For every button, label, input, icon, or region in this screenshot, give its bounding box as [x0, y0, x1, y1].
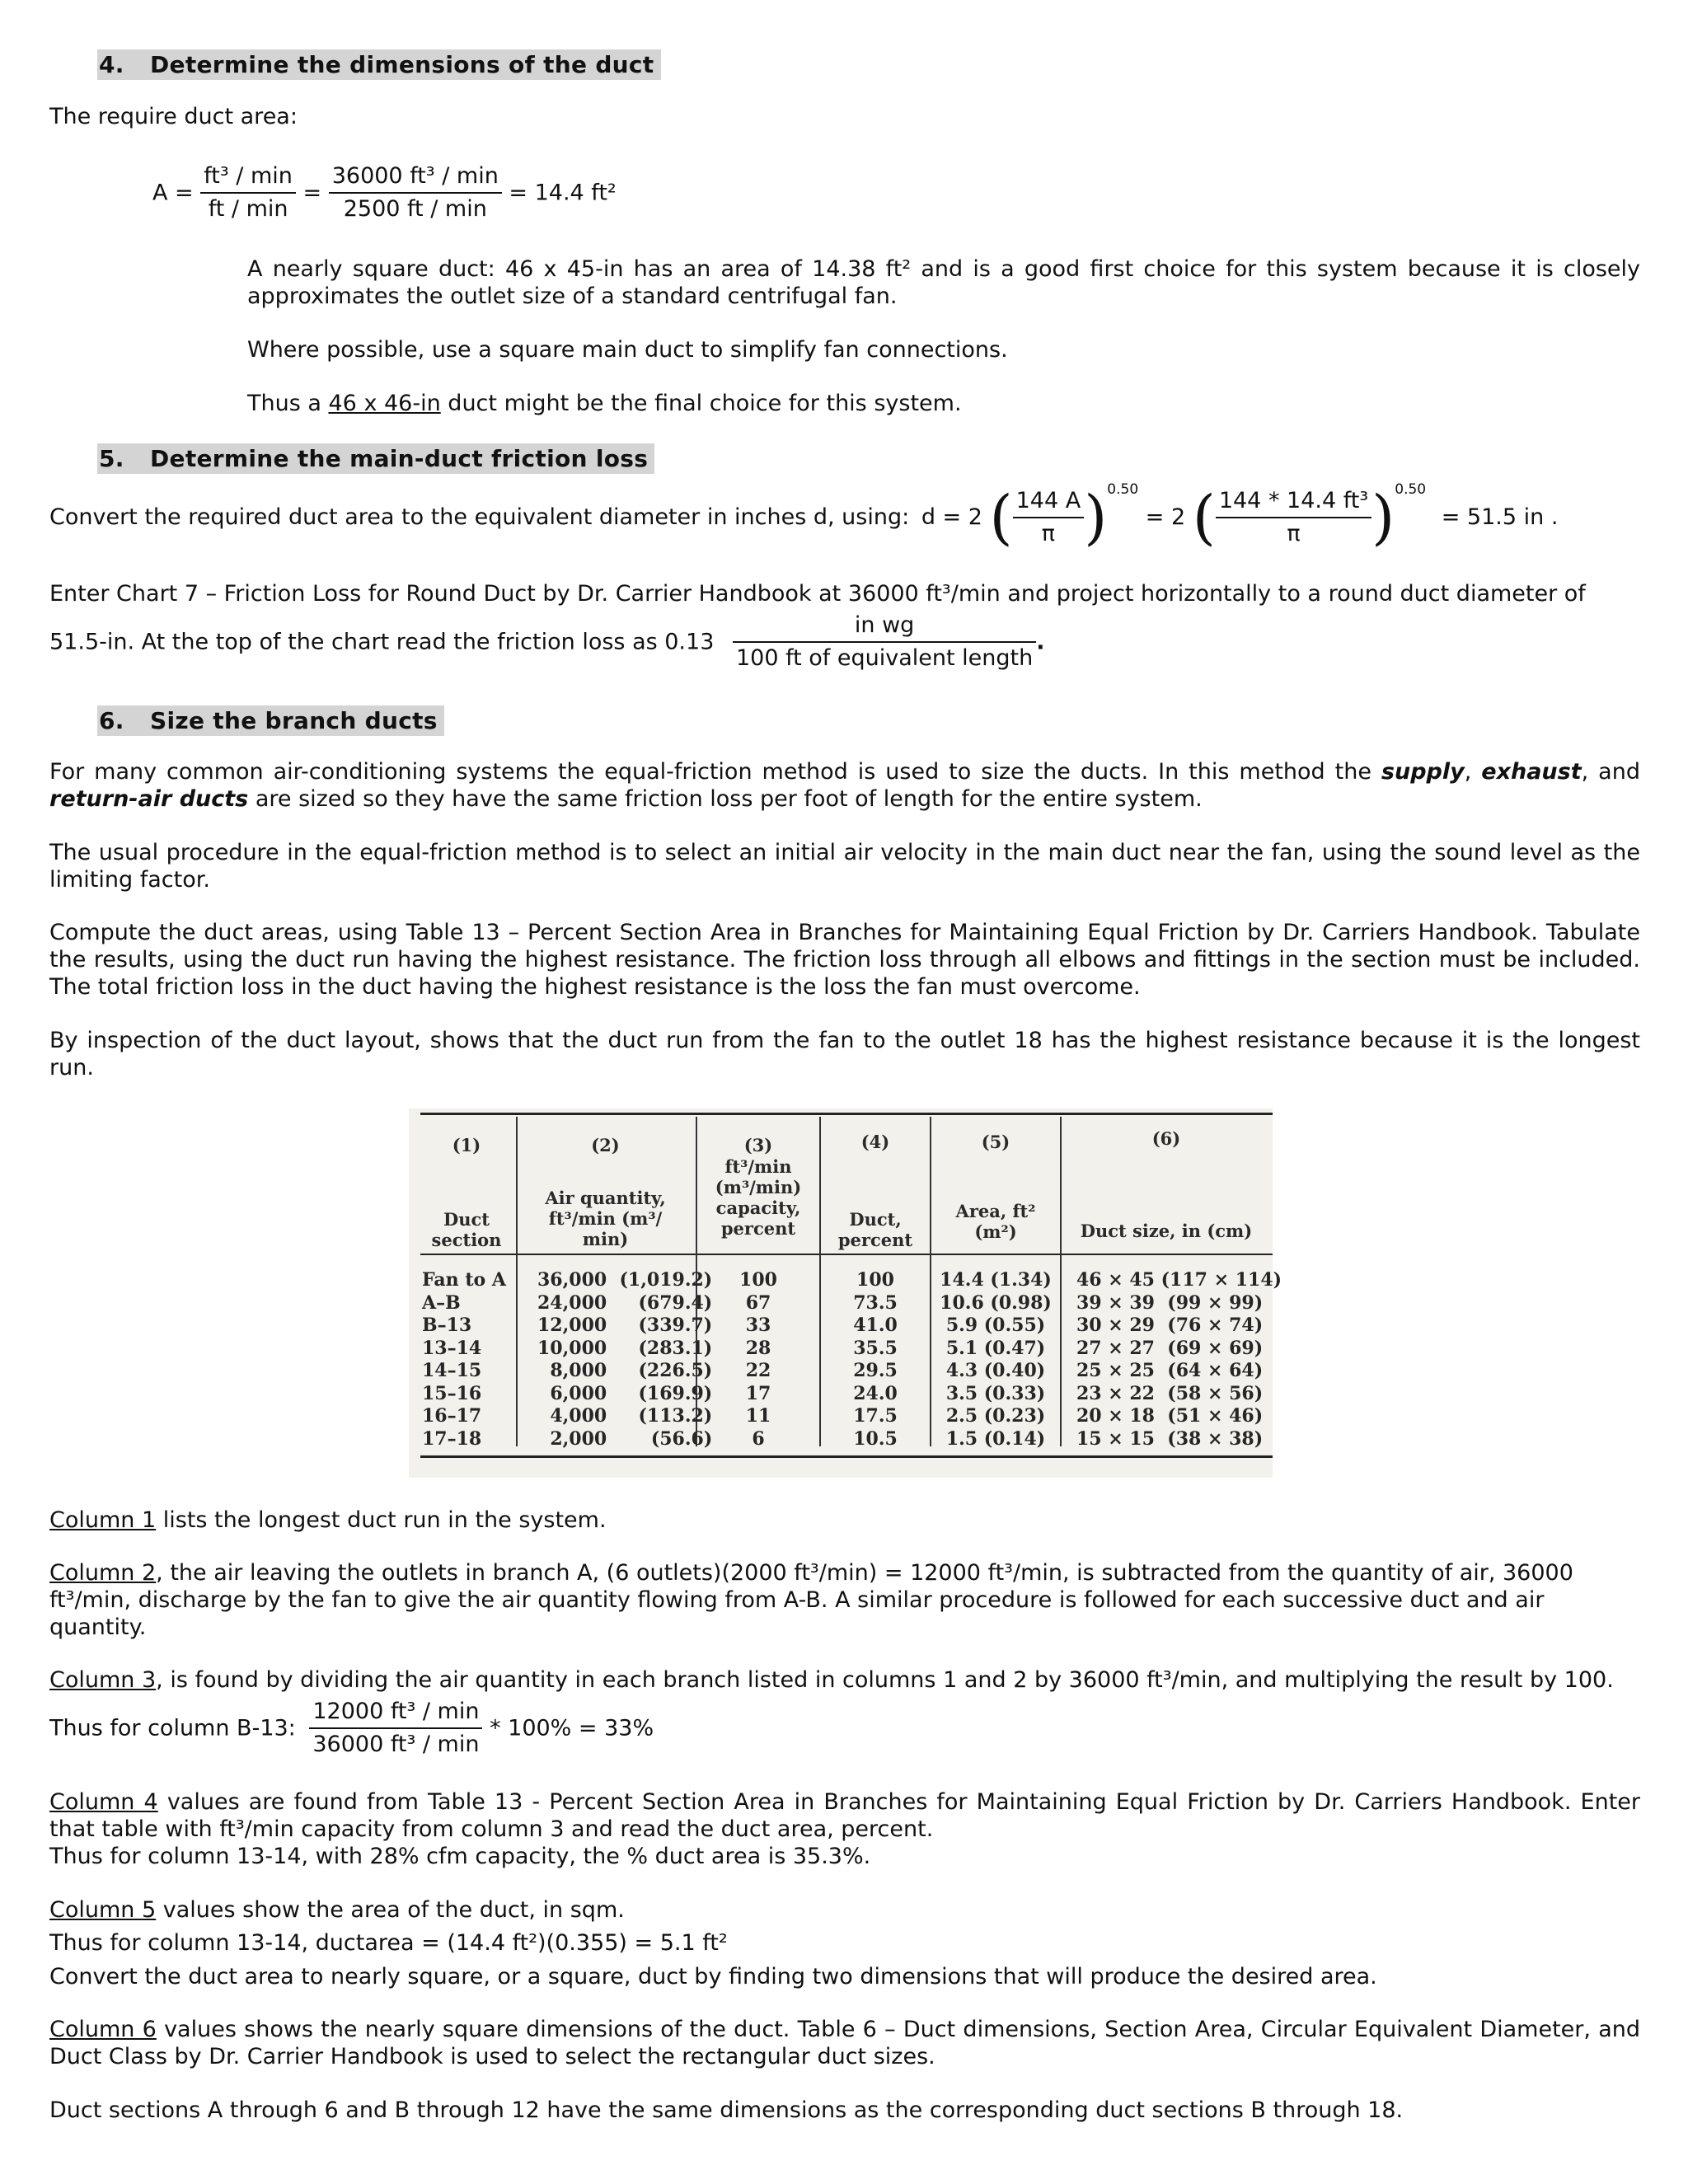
period: .	[1036, 629, 1045, 655]
column-4-paragraph	[49, 1788, 1640, 1843]
usual-procedure-paragraph: The usual procedure in the equal-friction method is to select an initial air velocity in the main duct near the fan, using the sound level as the limiting factor.	[49, 840, 1640, 893]
col-duct-section-values: Fan to A A–B B–13 13–14 14–15 15–16 16–17 17–18	[422, 1269, 506, 1450]
percent-result: * 100% = 33%	[490, 1715, 654, 1741]
header-air-quantity: Air quantity, ft³/min (m³/ min)	[545, 1188, 666, 1249]
compute-paragraph: Compute the duct areas, using Table 13 – Percent Section Area in Branches for Maintaining Equal Friction by Dr. Carriers Handbook. Tabulate the results, using the duct run having the highest resistance. The friction loss through all elbows and fittings in the section must be included. The total friction loss in the duct having the highest resistance is the loss the fan must overcome.	[49, 920, 1640, 1000]
column-3-paragraph	[49, 1666, 1640, 1694]
header-duct-percent: Duct, percent	[837, 1209, 913, 1250]
text: ,	[1464, 759, 1482, 785]
col-num-5: (5)	[981, 1132, 1010, 1152]
col-num-1: (1)	[452, 1135, 481, 1155]
column-text: values shows the nearly square dimensions of the duct. Table 6 – Duct dimensions, Section Area, Circular Equivalent Diameter, and Duct Class by Dr. Carrier Handbook is used to select the rectangular duct sizes.	[49, 2017, 1640, 2069]
eq-f1-den: ft / min	[208, 196, 288, 222]
emph-supply: supply	[1381, 759, 1465, 785]
eq-f2-den: 2500 ft / min	[343, 196, 487, 222]
col-num-4: (4)	[860, 1132, 890, 1152]
thus-label: Thus for column B-13:	[49, 1715, 296, 1741]
equals-2: = 2	[1145, 504, 1186, 530]
column-label: Column 3	[49, 1667, 157, 1693]
thus-underlined: 46 x 46-in	[328, 391, 441, 416]
exponent: 0.50	[1395, 481, 1427, 498]
header-area: Area, ft² (m²)	[955, 1201, 1036, 1242]
percent-num: 12000 ft³ / min	[309, 1696, 482, 1729]
column-text: , the air leaving the outlets in branch A, (6 outlets)(2000 ft³/min) = 12000 ft³/min, is subtracted from the quantity of air, 36000 ft³/min, discharge by the fan to give the air quantity flowing from A-B. A similar procedure is followed for each successive duct and air quantity.	[49, 1560, 1573, 1640]
section-number: 5.	[99, 445, 124, 472]
section-title: Determine the dimensions of the duct	[150, 51, 654, 78]
section-6-heading	[97, 705, 444, 736]
emph-exhaust: exhaust	[1481, 759, 1582, 785]
friction-num: in wg	[733, 610, 1036, 643]
diam-f1-den: π	[1041, 520, 1056, 546]
close-paren: )	[1372, 482, 1395, 552]
emph-return-air: return-air ducts	[49, 786, 249, 812]
diam-f2-num: 144 * 14.4 ft³	[1216, 485, 1372, 518]
where-possible-paragraph: Where possible, use a square main duct to simplify fan connections.	[247, 337, 1008, 363]
col-num-6: (6)	[1151, 1128, 1181, 1149]
section-5-heading	[97, 443, 654, 474]
table-bottom-rule	[420, 1455, 1273, 1458]
column-label: Column 4	[49, 1789, 158, 1815]
nearly-square-paragraph: A nearly square duct: 46 x 45-in has an area of 14.38 ft² and is a good first choice for this system because it is closely approximates the outlet size of a standard centrifugal fan.	[247, 256, 1640, 309]
col-capacity-values: 100 67 33 28 22 17 11 6	[739, 1269, 777, 1450]
diameter-equation	[49, 481, 1558, 550]
diam-f2-den: π	[1287, 520, 1301, 546]
column-3-equation	[49, 1696, 654, 1760]
col-air-quantity-values: 36,000 (1,019.2) 24,000 (679.4) 12,000 (339.7) 10,000 (283.1) 8,000 (226.5) 6,000 (169.9) 4,000 (113.2) 2,000 (56.6)	[537, 1269, 713, 1450]
percent-den: 36000 ft³ / min	[312, 1732, 480, 1757]
eq-fraction-1	[200, 161, 296, 225]
equal-friction-paragraph	[49, 758, 1640, 813]
column-5-thus: Thus for column 13-14, ductarea = (14.4 ft²)(0.355) = 5.1 ft²	[49, 1930, 728, 1956]
chart7-text: 51.5-in. At the top of the chart read the friction loss as 0.13	[49, 629, 715, 655]
col-duct-percent-values: 100 73.5 41.0 35.5 29.5 24.0 17.5 10.5	[853, 1269, 898, 1450]
diameter-result: = 51.5 in .	[1441, 504, 1559, 530]
convert-text: Convert the required duct area to the equivalent diameter in inches d, using:	[49, 504, 910, 530]
diam-fraction-1	[1013, 485, 1085, 550]
d-equals: d = 2	[921, 504, 982, 530]
table-divider	[819, 1117, 821, 1446]
column-4-thus: Thus for column 13-14, with 28% cfm capacity, the % duct area is 35.3%.	[49, 1844, 871, 1869]
column-text: lists the longest duct run in the system.	[156, 1507, 607, 1533]
col-num-2: (2)	[591, 1135, 620, 1155]
column-label: Column 2	[49, 1560, 157, 1586]
column-text: values are found from Table 13 - Percent Section Area in Branches for Maintaining Equal Friction by Dr. Carriers Handbook. Enter that table with ft³/min capacity from column 3 and read the duct area, percent.	[49, 1789, 1640, 1842]
text: , and	[1581, 759, 1640, 785]
diam-f1-num: 144 A	[1013, 485, 1085, 518]
header-duct-section: Duct section	[431, 1209, 502, 1250]
section-number: 6.	[99, 707, 124, 734]
column-5-convert: Convert the duct area to nearly square, or a square, duct by finding two dimensions that will produce the desired area.	[49, 1964, 1377, 1990]
col-duct-size-values: 46 × 45 (117 × 114) 39 × 39 (99 × 99) 30 × 29 (76 × 74) 27 × 27 (69 × 69) 25 × 25 (64 × 64) 23 × 22 (58 × 56) 20 × 18 (51 × 46) 15 × 15 (38 × 38)	[1076, 1269, 1282, 1450]
column-1-paragraph	[49, 1507, 1640, 1534]
col-area-values: 14.4 (1.34) 10.6 (0.98) 5.9 (0.55) 5.1 (0.47) 4.3 (0.40) 3.5 (0.33) 2.5 (0.23) 1.5 (0.14)	[940, 1269, 1052, 1450]
header-duct-size: Duct size, in (cm)	[1080, 1221, 1253, 1241]
chart7-line2	[49, 610, 1045, 674]
column-label: Column 1	[49, 1507, 157, 1533]
column-2-paragraph	[49, 1559, 1640, 1641]
duct-sizing-table-image	[409, 1108, 1282, 1478]
eq-fraction-2	[329, 161, 502, 225]
table-divider	[516, 1117, 518, 1446]
section-4-heading	[97, 49, 661, 80]
text: are sized so they have the same friction loss per foot of length for the entire system.	[248, 786, 1203, 812]
thus-after: duct might be the final choice for this system.	[440, 391, 962, 416]
open-paren: (	[989, 482, 1013, 552]
eq-lhs: A =	[152, 180, 194, 206]
column-text: , is found by dividing the air quantity in each branch listed in columns 1 and 2 by 36000 ft³/min, and multiplying the result by 100.	[156, 1667, 1614, 1693]
eq-equals: =	[302, 180, 322, 206]
section-title: Determine the main-duct friction loss	[150, 445, 649, 472]
inspection-paragraph: By inspection of the duct layout, shows that the duct run from the fan to the outlet 18 has the highest resistance because it is the longest run.	[49, 1028, 1640, 1080]
percent-fraction	[309, 1696, 482, 1760]
eq-result: = 14.4 ft²	[509, 180, 617, 206]
table-divider	[930, 1117, 931, 1446]
diam-fraction-2	[1216, 485, 1372, 550]
open-paren: (	[1192, 482, 1216, 552]
chart7-line1: Enter Chart 7 – Friction Loss for Round Duct by Dr. Carrier Handbook at 36000 ft³/min and project horizontally to a round duct diameter of	[49, 581, 1586, 607]
area-equation	[152, 161, 617, 225]
text: For many common air-conditioning systems the equal-friction method is used to size the ducts. In this method the	[49, 759, 1381, 785]
required-area-label: The require duct area:	[49, 104, 298, 129]
column-text: values show the area of the duct, in sqm.	[156, 1897, 625, 1923]
header-capacity: ft³/min (m³/min) capacity, percent	[715, 1156, 802, 1239]
final-paragraph: Duct sections A through 6 and B through 12 have the same dimensions as the corresponding duct sections B through 18.	[49, 2097, 1404, 2123]
close-paren: )	[1084, 482, 1108, 552]
column-6-paragraph	[49, 2016, 1640, 2070]
col-num-3: (3)	[743, 1135, 773, 1155]
thus-before: Thus a	[247, 391, 329, 416]
column-label: Column 5	[49, 1897, 157, 1923]
section-title: Size the branch ducts	[150, 707, 438, 734]
eq-f1-num: ft³ / min	[200, 161, 296, 194]
friction-den: 100 ft of equivalent length	[735, 645, 1034, 671]
column-5-paragraph	[49, 1896, 1640, 1924]
table-divider	[1060, 1117, 1062, 1446]
table-top-rule	[420, 1113, 1273, 1115]
thus-final-choice-paragraph	[247, 390, 1640, 417]
section-number: 4.	[99, 51, 124, 78]
friction-fraction	[733, 610, 1036, 674]
table-header-rule	[420, 1254, 1273, 1255]
eq-f2-num: 36000 ft³ / min	[329, 161, 502, 194]
exponent: 0.50	[1107, 481, 1139, 498]
column-label: Column 6	[49, 2017, 157, 2042]
